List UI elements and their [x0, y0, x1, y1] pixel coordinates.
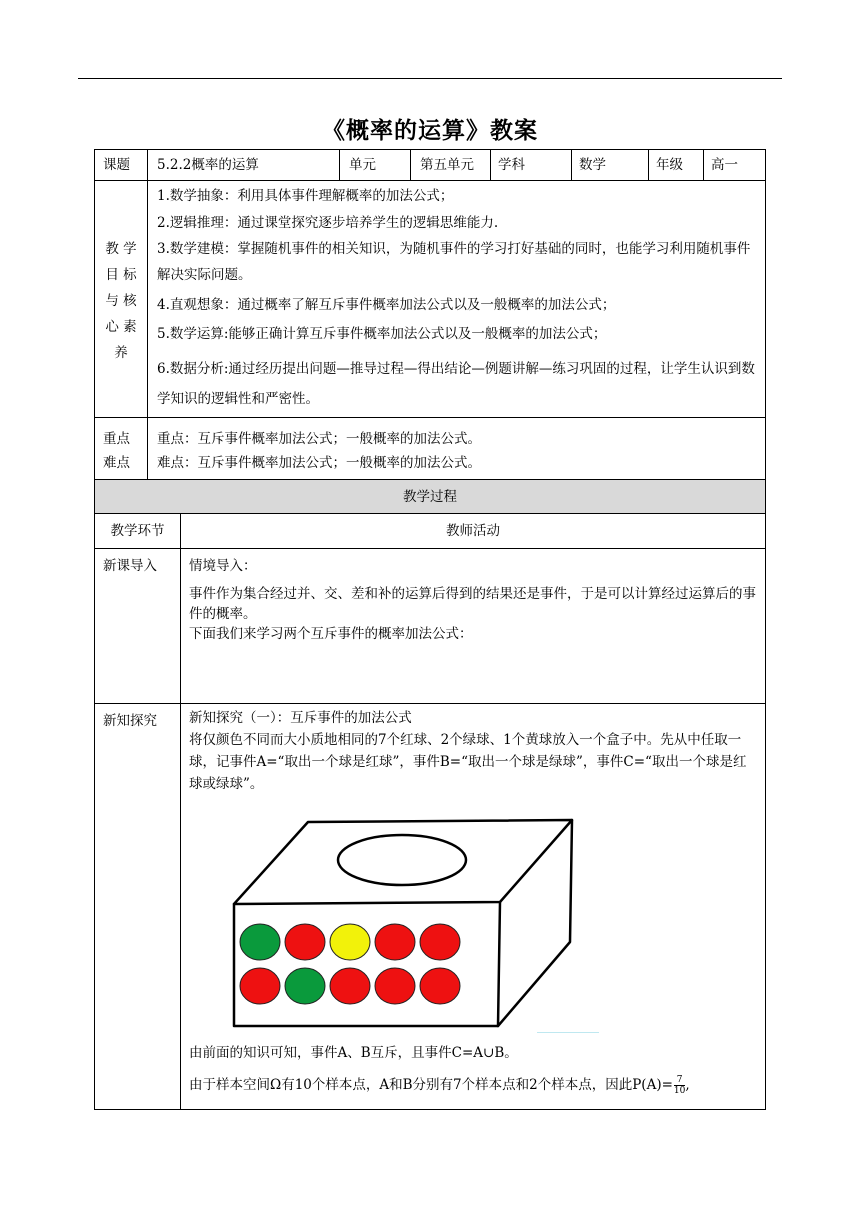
page-title: 《概率的运算》教案 — [322, 117, 538, 144]
objective-item: 1.数学抽象：利用具体事件理解概率的加法公式； — [157, 188, 454, 204]
explore-line-3-end: , — [685, 1077, 690, 1093]
cell-unit-value: 第五单元 — [420, 157, 474, 173]
ball — [375, 924, 415, 960]
cell-topic-value: 5.2.2概率的运算 — [157, 157, 259, 173]
explore-content — [189, 707, 759, 795]
fraction-7-10 — [674, 1075, 685, 1096]
objectives-label-line: 目 标 — [105, 267, 137, 283]
objectives-label-line: 养 — [114, 345, 128, 361]
keypoints-content — [157, 427, 481, 475]
objectives-list — [157, 186, 760, 414]
key-label: 重点 — [103, 431, 130, 447]
objective-item: 4.直观想象：通过概率了解互斥事件概率加法公式以及一般概率的加法公式； — [157, 297, 616, 313]
stage-explore: 新知探究 — [103, 713, 157, 729]
explore-line-3 — [189, 1075, 764, 1096]
ball — [330, 968, 370, 1004]
objectives-label-line: 心 素 — [105, 319, 137, 335]
objective-item: 3.数学建模：掌握随机事件的相关知识，为随机事件的学习打好基础的同时，也能学习利用随机事件解决实际问题。 — [157, 241, 751, 283]
objective-item: 5.数学运算:能够正确计算互斥事件概率加法公式以及一般概率的加法公式； — [157, 326, 607, 342]
explore-line-3-text: 由于样本空间Ω有10个样本点，A和B分别有7个样本点和2个样本点，因此P(A)= — [189, 1077, 673, 1093]
col-header-stage: 教学环节 — [110, 523, 165, 539]
process-header: 教学过程 — [403, 489, 457, 505]
header-rule — [78, 78, 782, 79]
ball — [375, 968, 415, 1004]
objectives-label-line: 与 核 — [105, 293, 137, 309]
ball — [240, 924, 280, 960]
stage-intro: 新课导入 — [103, 558, 157, 574]
ball — [420, 924, 460, 960]
cell-subject-label: 学科 — [498, 157, 525, 173]
keypoints-label — [103, 427, 130, 475]
ball — [285, 968, 325, 1004]
explore-heading: 新知探究（一）：互斥事件的加法公式 — [189, 710, 412, 726]
cell-topic-label: 课题 — [103, 157, 130, 173]
balls-group — [240, 924, 460, 1004]
ball — [420, 968, 460, 1004]
hard-point-text: 难点：互斥事件概率加法公式；一般概率的加法公式。 — [157, 455, 481, 471]
intro-content — [189, 556, 759, 644]
col-header-activity: 教师活动 — [446, 523, 500, 539]
fraction-numerator: 7 — [674, 1075, 685, 1086]
cell-grade-value: 高一 — [711, 157, 738, 173]
intro-line: 下面我们来学习两个互斥事件的概率加法公式： — [189, 626, 473, 642]
objectives-label — [95, 236, 147, 366]
key-point-text: 重点：互斥事件概率加法公式；一般概率的加法公式。 — [157, 431, 481, 447]
ball — [330, 924, 370, 960]
faint-underline — [537, 1032, 599, 1033]
ball — [285, 924, 325, 960]
intro-line: 事件作为集合经过并、交、差和补的运算后得到的结果还是事件，于是可以计算经过运算后的事件的概率。 — [189, 586, 756, 622]
ball-box-illustration — [226, 814, 586, 1029]
hard-label: 难点 — [103, 455, 130, 471]
explore-line-2: 由前面的知识可知，事件A、B互斥，且事件C=A∪B。 — [189, 1045, 518, 1061]
objectives-label-line: 教 学 — [105, 241, 137, 257]
objective-item: 6.数据分析:通过经历提出问题—推导过程—得出结论—例题讲解—练习巩固的过程，让学生认识到数学知识的逻辑性和严密性。 — [157, 361, 755, 407]
fraction-denominator: 10 — [673, 1086, 686, 1096]
cell-subject-value: 数学 — [579, 157, 606, 173]
cell-unit-label: 单元 — [349, 157, 376, 173]
cell-grade-label: 年级 — [656, 157, 683, 173]
ball — [240, 968, 280, 1004]
objective-item: 2.逻辑推理：通过课堂探究逐步培养学生的逻辑思维能力. — [157, 215, 499, 231]
explore-paragraph: 将仅颜色不同而大小质地相同的7个红球、2个绿球、1个黄球放入一个盒子中。先从中任取一球，记事件A=“取出一个球是红球”，事件B=“取出一个球是绿球”，事件C=“取出一个球是红球或绿球”。 — [189, 732, 747, 792]
intro-line: 情境导入： — [189, 558, 257, 574]
